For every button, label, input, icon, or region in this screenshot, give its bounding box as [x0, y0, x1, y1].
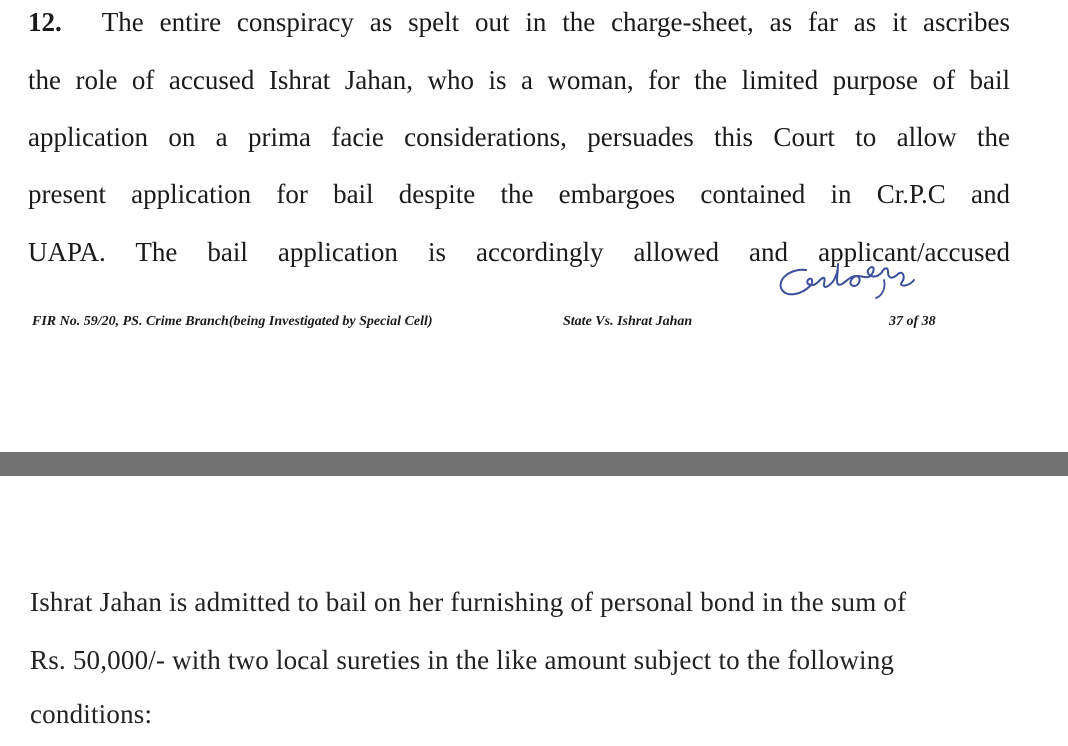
- paragraph-line-1: [28, 6, 1010, 38]
- footer-case-title: State Vs. Ishrat Jahan: [563, 314, 693, 329]
- document-page-38: [0, 476, 1068, 746]
- bail-condition-line-3: conditions:: [30, 699, 153, 729]
- bail-condition-line-2: Rs. 50,000/- with two local sureties in the like amount subject to the following: [30, 645, 895, 675]
- paragraph-line-5: UAPA. The bail application is accordingly allowed and applicant/accused: [28, 237, 1010, 267]
- paragraph-line-4: present application for bail despite the embargoes contained in Cr.P.C and: [28, 179, 1010, 209]
- paragraph-line-2: the role of accused Ishrat Jahan, who is a woman, for the limited purpose of bail: [28, 65, 1010, 95]
- bail-condition-line-1: Ishrat Jahan is admitted to bail on her furnishing of personal bond in the sum of: [30, 587, 907, 617]
- signature-image: [772, 250, 922, 306]
- footer-page-number: 37 of 38: [889, 314, 936, 329]
- footer-fir-number: FIR No. 59/20, PS. Crime Branch(being Investigated by Special Cell): [32, 314, 433, 329]
- page-separator: [0, 452, 1068, 476]
- paragraph-line-3: application on a prima facie considerations, persuades this Court to allow the: [28, 122, 1010, 152]
- paragraph-line-1-text: The entire conspiracy as spelt out in the charge-sheet, as far as it ascribes: [101, 7, 1010, 37]
- paragraph-number: 12.: [28, 7, 62, 37]
